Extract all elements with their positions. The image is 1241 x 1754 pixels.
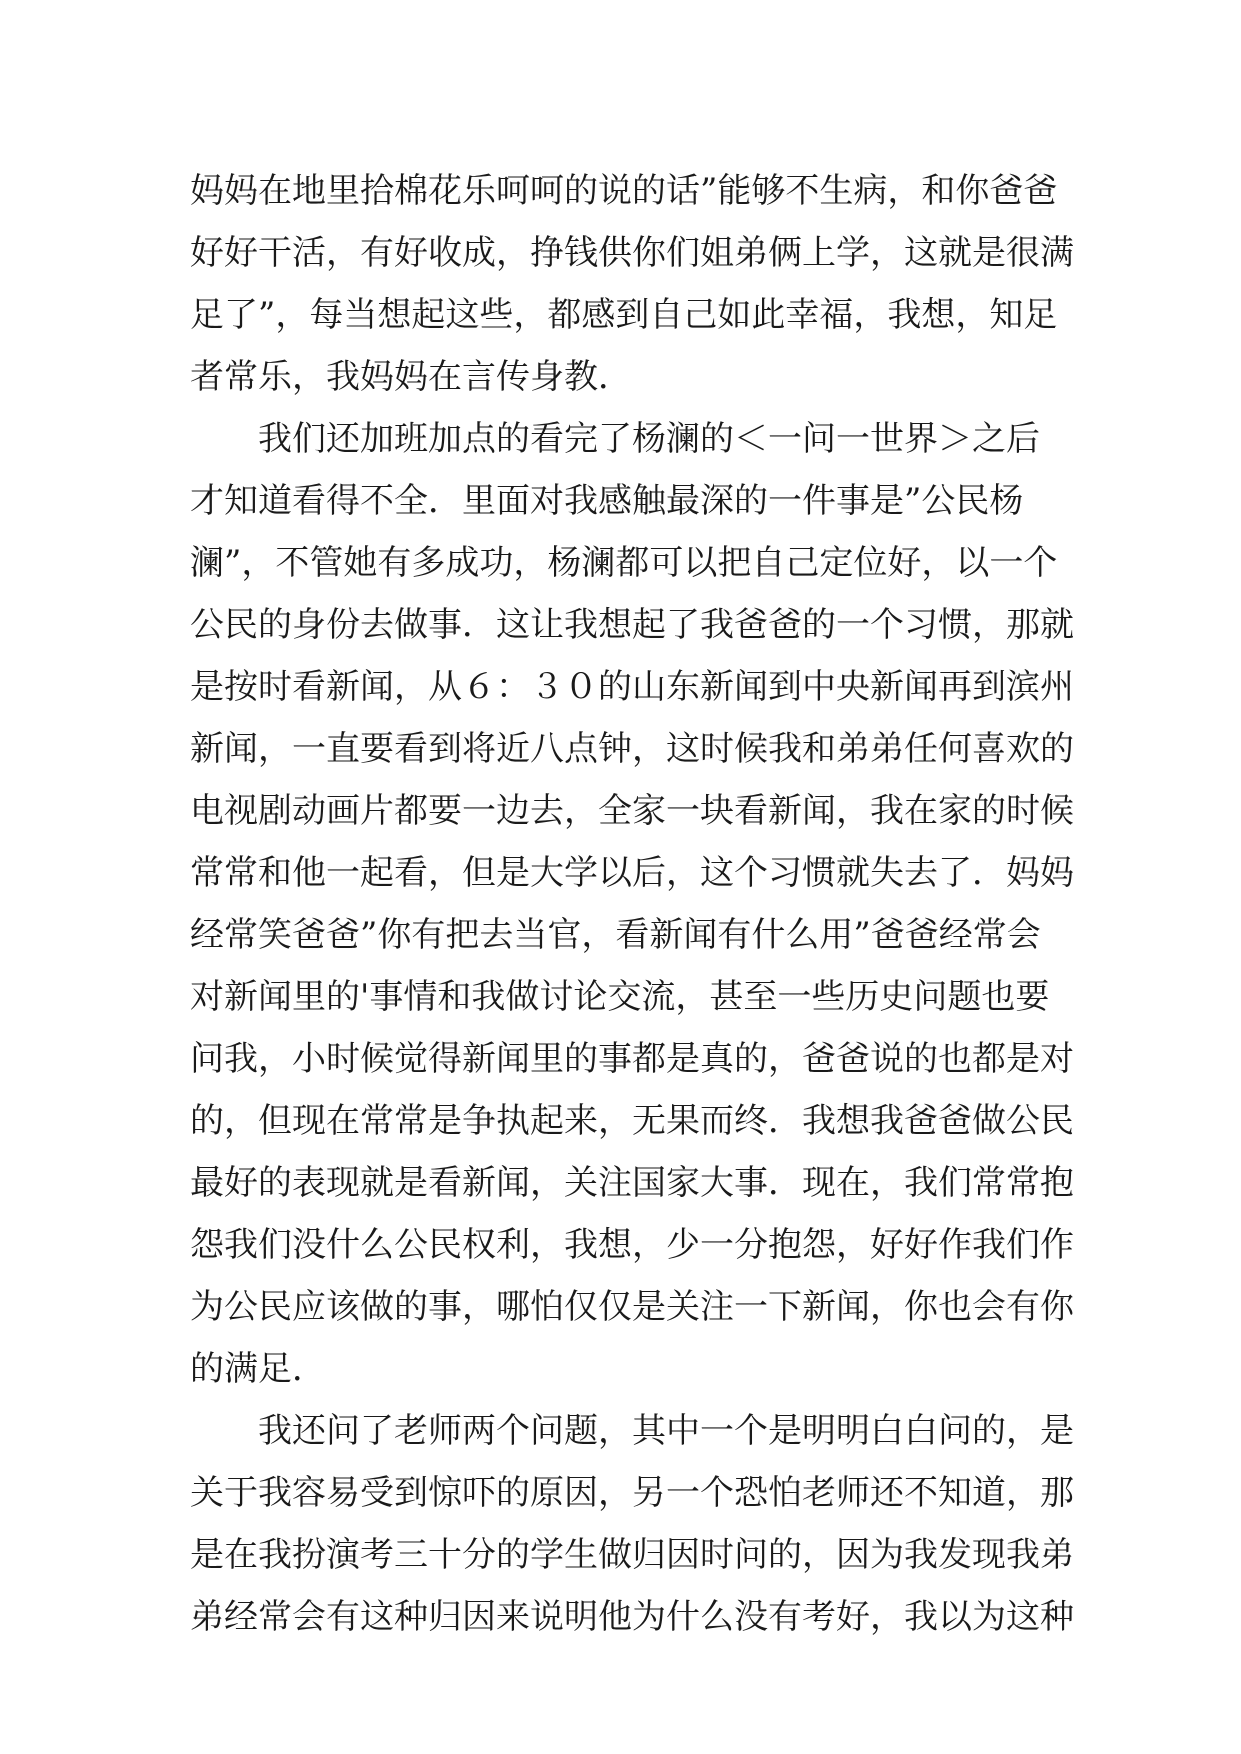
text-line: 关于我容易受到惊吓的原因，另一个恐怕老师还不知道，那	[190, 1473, 1074, 1513]
text-line: 公民的身份去做事．这让我想起了我爸爸的一个习惯，那就	[190, 605, 1074, 645]
text-line: 才知道看得不全．里面对我感触最深的一件事是”公民杨	[190, 481, 1024, 521]
text-line: 足了”，每当想起这些，都感到自己如此幸福，我想，知足	[190, 295, 1058, 335]
paragraph-first-line: 我们还加班加点的看完了杨澜的＜一问一世界＞之后	[258, 419, 1040, 459]
text-line: 常常和他一起看，但是大学以后，这个习惯就失去了．妈妈	[190, 853, 1074, 893]
text-line: 是在我扮演考三十分的学生做归因时问的，因为我发现我弟	[190, 1535, 1074, 1575]
text-line: 澜”，不管她有多成功，杨澜都可以把自己定位好，以一个	[190, 543, 1058, 583]
text-line: 新闻，一直要看到将近八点钟，这时候我和弟弟任何喜欢的	[190, 729, 1074, 769]
text-line: 怨我们没什么公民权利，我想，少一分抱怨，好好作我们作	[190, 1225, 1074, 1265]
text-line: 弟经常会有这种归因来说明他为什么没有考好，我以为这种	[190, 1597, 1074, 1637]
text-line: 问我，小时候觉得新闻里的事都是真的，爸爸说的也都是对	[190, 1039, 1074, 1079]
text-line: 的，但现在常常是争执起来，无果而终．我想我爸爸做公民	[190, 1101, 1074, 1141]
text-line: 妈妈在地里拾棉花乐呵呵的说的话”能够不生病，和你爸爸	[190, 171, 1058, 211]
text-line: 好好干活，有好收成，挣钱供你们姐弟俩上学，这就是很满	[190, 233, 1074, 273]
text-line: 对新闻里的'事情和我做讨论交流，甚至一些历史问题也要	[190, 977, 1050, 1017]
text-line: 者常乐，我妈妈在言传身教．	[190, 357, 632, 397]
text-line: 经常笑爸爸”你有把去当官，看新闻有什么用”爸爸经常会	[190, 915, 1041, 955]
text-line: 是按时看新闻，从６：３０的山东新闻到中央新闻再到滨州	[190, 667, 1074, 707]
paragraph-first-line: 我还问了老师两个问题，其中一个是明明白白问的，是	[258, 1411, 1074, 1451]
text-line: 的满足．	[190, 1349, 326, 1389]
text-line: 为公民应该做的事，哪怕仅仅是关注一下新闻，你也会有你	[190, 1287, 1074, 1327]
text-line: 电视剧动画片都要一边去，全家一块看新闻，我在家的时候	[190, 791, 1074, 831]
body-text	[190, 160, 1074, 1648]
text-line: 最好的表现就是看新闻，关注国家大事．现在，我们常常抱	[190, 1163, 1074, 1203]
